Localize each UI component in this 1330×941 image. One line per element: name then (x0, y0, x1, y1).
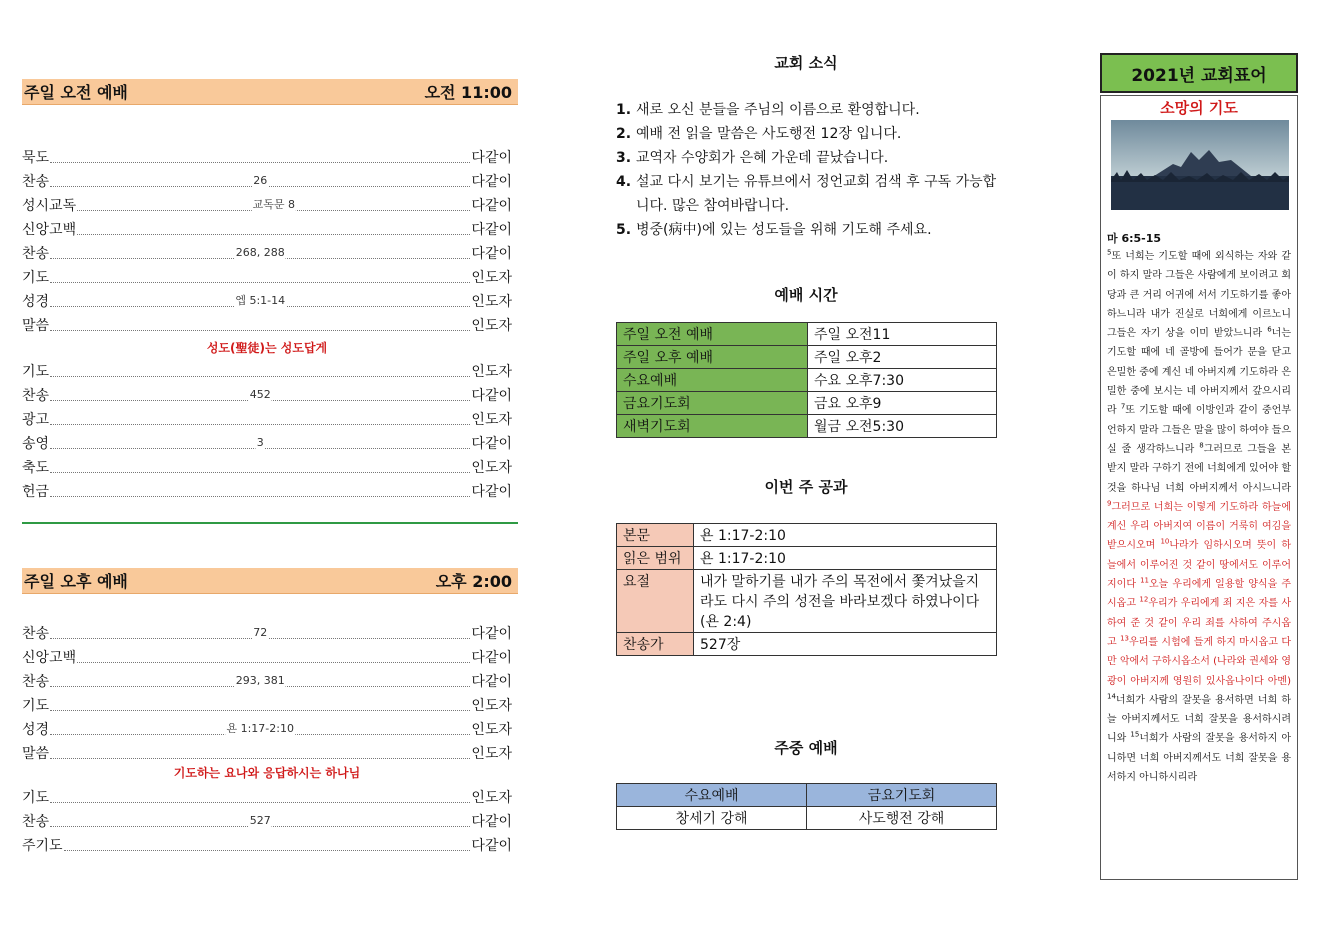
service-row (22, 670, 512, 690)
news-list (616, 98, 1006, 242)
service-row-leader-name: 인도자 (471, 294, 512, 310)
verse-text: 그러므로 너희는 이렇게 기도하라 하늘에 계신 우리 아버지여 이름이 거룩히 여김을 받으시오며 (1107, 501, 1291, 552)
service-row (22, 810, 512, 830)
service-row-leader (50, 720, 470, 735)
service-row-label: 말씀 (22, 746, 50, 762)
verse-text: 그러므로 그들을 본받지 말라 구하기 전에 너희에게 있어야 할 것을 하나님 너희 아버지께서 아시느니라 (1107, 443, 1291, 494)
service-row-leader-name: 인도자 (471, 790, 512, 806)
service-row-leader (50, 244, 470, 259)
weekday-value-friday: 사도행전 강해 (807, 807, 997, 830)
news-item-text: 교역자 수양회가 은혜 가운데 끝났습니다. (636, 150, 889, 166)
news-item-number: 5. (616, 222, 632, 238)
service-row-detail: 527 (249, 814, 271, 827)
scripture-verse (1107, 248, 1291, 340)
service-row-leader-name: 다같이 (471, 814, 512, 830)
verse-number: 5 (1107, 248, 1112, 257)
worship-times-table (616, 322, 997, 438)
service-row-leader-name: 다같이 (471, 436, 512, 452)
verse-number: 13 (1120, 634, 1130, 643)
service-row-leader-name: 다같이 (471, 484, 512, 500)
service-row-leader (50, 316, 470, 331)
verse-number: 6 (1267, 325, 1272, 334)
service-row-leader (50, 172, 470, 187)
service-row-detail: 엡 5:1-14 (235, 294, 286, 307)
service-row-label: 묵도 (22, 150, 50, 166)
service-row-label: 신앙고백 (22, 650, 77, 666)
verse-text: 우리가 우리에게 죄 지은 자를 사하여 준 것 같이 우리 죄를 사하여 주시옵고 (1107, 598, 1291, 648)
news-item (616, 98, 1006, 122)
service-row-leader (64, 836, 471, 851)
service-row-label: 찬송 (22, 626, 50, 642)
section-divider (22, 522, 518, 524)
service-row-leader (50, 458, 470, 473)
service-row (22, 786, 512, 806)
news-item (616, 218, 1006, 242)
weekday-header-wednesday: 수요예배 (617, 784, 807, 807)
service-row-detail: 268, 288 (235, 246, 285, 259)
service-row-detail: 293, 381 (235, 674, 285, 687)
lesson-row (617, 547, 997, 570)
service-row-leader-name: 인도자 (471, 412, 512, 428)
service-row (22, 360, 512, 380)
service-row (22, 242, 512, 262)
service-row-leader-name: 다같이 (471, 674, 512, 690)
service-row-leader-name: 다같이 (471, 650, 512, 666)
worship-time-cell: 수요 오후7:30 (808, 369, 997, 392)
service-row-leader-name: 다같이 (471, 838, 512, 854)
afternoon-service-header (22, 568, 518, 594)
service-row-label: 기도 (22, 270, 50, 286)
news-item-text: 설교 다시 보기는 유튜브에서 정언교회 검색 후 구독 가능합니다. 많은 참여바랍니다. (636, 174, 997, 214)
lesson-title: 이번 주 공과 (764, 478, 848, 496)
service-row-leader (50, 362, 470, 377)
service-row (22, 622, 512, 642)
worship-name-cell: 주일 오후 예배 (617, 346, 808, 369)
service-row-leader (77, 220, 470, 235)
worship-time-cell: 주일 오후2 (808, 346, 997, 369)
morning-service-time: 오전 11:00 (424, 83, 512, 102)
service-row-leader (50, 434, 470, 449)
news-item-text: 새로 오신 분들을 주님의 이름으로 환영합니다. (636, 102, 920, 118)
service-row-leader (50, 148, 470, 163)
service-row-leader-name: 다같이 (471, 388, 512, 404)
service-row (22, 408, 512, 428)
service-row-leader (50, 268, 470, 283)
weekday-header-friday: 금요기도회 (807, 784, 997, 807)
worship-name-cell: 새벽기도회 (617, 415, 808, 438)
verse-text: 우리를 시험에 들게 하지 마시옵고 다만 악에서 구하시옵소서 (나라와 권세와 영광이 아버지께 영원히 있사옵나이다 아멘) (1107, 636, 1292, 687)
service-row-label: 신앙고백 (22, 222, 77, 238)
service-row-label: 찬송 (22, 246, 50, 262)
service-row-label: 기도 (22, 698, 50, 714)
service-row-leader-name: 인도자 (471, 722, 512, 738)
service-row (22, 170, 512, 190)
service-row-label: 성경 (22, 294, 50, 310)
service-row-leader-name: 다같이 (471, 198, 512, 214)
verse-text: 너는 기도할 때에 네 골방에 들어가 문을 닫고 은밀한 중에 계신 네 아버지께 기도하라 은밀한 중에 보시는 네 아버지께서 갚으시리라 (1107, 328, 1291, 417)
lesson-row (617, 524, 997, 547)
service-row-leader-name: 다같이 (471, 174, 512, 190)
service-row (22, 384, 512, 404)
verse-number: 15 (1130, 731, 1140, 740)
scripture-reference: 마 6:5-15 (1107, 232, 1162, 245)
morning-service-header (22, 79, 518, 105)
news-item-number: 4. (616, 174, 632, 190)
service-row-leader-name: 인도자 (471, 270, 512, 286)
worship-times-row (617, 392, 997, 415)
service-row-leader-name: 인도자 (471, 364, 512, 380)
service-row-detail: 26 (253, 174, 268, 187)
lesson-key-cell: 찬송가 (617, 633, 694, 656)
service-row-label: 기도 (22, 364, 50, 380)
service-row (22, 432, 512, 452)
news-item-text: 병중(病中)에 있는 성도들을 위해 기도해 주세요. (636, 222, 932, 238)
verse-text: 또 기도할 때에 이방인과 같이 중언부언하지 말라 그들은 말을 많이 하여야 들으실 줄 생각하느니라 (1107, 405, 1291, 455)
service-row-leader (50, 410, 470, 425)
service-row-label: 찬송 (22, 174, 50, 190)
news-item-number: 1. (616, 102, 632, 118)
service-row-detail: 72 (253, 626, 268, 639)
afternoon-service-time: 오후 2:00 (435, 572, 512, 591)
news-item (616, 170, 1006, 218)
service-row (22, 290, 512, 310)
lesson-key-cell: 본문 (617, 524, 694, 547)
service-row-leader-name: 인도자 (471, 460, 512, 476)
news-item-number: 3. (616, 150, 632, 166)
lesson-value-cell: 욘 1:17-2:10 (694, 524, 997, 547)
verse-number: 7 (1120, 403, 1126, 412)
prayer-title: 소망의 기도 (1160, 99, 1238, 117)
verse-number: 14 (1107, 692, 1116, 701)
service-row-detail: 3 (256, 436, 264, 449)
lesson-row (617, 633, 997, 656)
service-row-leader (50, 386, 470, 401)
news-item (616, 122, 1006, 146)
service-row-detail: 452 (249, 388, 271, 401)
service-row-label: 송영 (22, 436, 50, 452)
verse-text: 너희가 사람의 잘못을 용서하면 너희 하늘 아버지께서도 너희 잘못을 용서하시려니와 (1107, 694, 1291, 745)
verse-text: 나라가 임하시오며 뜻이 하늘에서 이루어진 것 같이 땅에서도 이루어지이다 (1107, 540, 1292, 591)
service-row (22, 218, 512, 238)
verse-text: 또 너희는 기도할 때에 외식하는 자와 같이 하지 말라 그들은 사람에게 보이려고 회당과 큰 거리 어귀에 서서 기도하기를 좋아하느니라 내가 진실로 너희에게 이르노니 그들은 자기 상을 이미 받았느니라 (1107, 251, 1291, 340)
service-row (22, 266, 512, 286)
service-row-leader-name: 다같이 (471, 222, 512, 238)
worship-name-cell: 금요기도회 (617, 392, 808, 415)
service-row-leader (50, 788, 470, 803)
service-row-leader-name: 인도자 (471, 746, 512, 762)
verse-text: 너희가 사람의 잘못을 용서하지 아니하면 너희 아버지께서도 너희 잘못을 용서하지 아니하시리라 (1107, 733, 1291, 784)
service-row-leader-name: 다같이 (471, 626, 512, 642)
scripture-verse (1107, 325, 1291, 417)
verse-text: 오늘 우리에게 일용할 양식을 주시옵고 (1107, 579, 1291, 610)
verse-number: 12 (1139, 596, 1149, 605)
service-row-label: 성경 (22, 722, 50, 738)
scripture-verse (1107, 634, 1292, 687)
worship-time-cell: 금요 오후9 (808, 392, 997, 415)
weekday-value-wednesday: 창세기 강해 (617, 807, 807, 830)
service-row-label: 찬송 (22, 814, 50, 830)
afternoon-sermon-title: 기도하는 요나와 응답하시는 하나님 (173, 766, 361, 780)
service-row (22, 742, 512, 762)
service-row (22, 480, 512, 500)
service-row-label: 헌금 (22, 484, 50, 500)
service-row (22, 718, 512, 738)
service-row-label: 축도 (22, 460, 50, 476)
verse-number: 10 (1160, 538, 1170, 547)
service-row (22, 694, 512, 714)
service-row-label: 기도 (22, 790, 50, 806)
worship-time-cell: 월금 오전5:30 (808, 415, 997, 438)
lesson-key-cell: 요절 (617, 570, 694, 633)
motto-banner: 2021년 교회표어 (1100, 53, 1298, 93)
verse-number: 8 (1199, 441, 1204, 450)
worship-times-row (617, 346, 997, 369)
lesson-value-cell: 527장 (694, 633, 997, 656)
worship-name-cell: 주일 오전 예배 (617, 323, 808, 346)
service-row-detail: 교독문 8 (252, 198, 295, 211)
service-row-leader-name: 인도자 (471, 698, 512, 714)
verse-number: 11 (1140, 576, 1150, 585)
weekday-table (616, 783, 997, 830)
service-row (22, 146, 512, 166)
service-row-label: 말씀 (22, 318, 50, 334)
service-row-label: 광고 (22, 412, 50, 428)
lesson-row (617, 570, 997, 633)
service-row-leader (50, 812, 470, 827)
service-row-leader (50, 482, 470, 497)
service-row-label: 성시교독 (22, 198, 77, 214)
service-row (22, 646, 512, 666)
service-row-leader (50, 744, 470, 759)
service-row-leader (77, 196, 470, 211)
service-row-label: 찬송 (22, 388, 50, 404)
service-row-label: 찬송 (22, 674, 50, 690)
lesson-value-cell: 내가 말하기를 내가 주의 목전에서 쫓겨났을지라도 다시 주의 성전을 바라보겠다 하였나이다 (욘 2:4) (694, 570, 997, 633)
scripture-text (1107, 247, 1291, 787)
scripture-verse (1107, 733, 1291, 783)
service-row-leader (50, 292, 470, 307)
worship-times-row (617, 415, 997, 438)
lesson-table (616, 523, 997, 656)
news-item-number: 2. (616, 126, 632, 142)
lesson-value-cell: 욘 1:17-2:10 (694, 547, 997, 570)
service-row-leader-name: 다같이 (471, 246, 512, 262)
service-row-leader-name: 다같이 (471, 150, 512, 166)
mountain-landscape-icon (1111, 120, 1289, 210)
service-row (22, 194, 512, 214)
weekday-title: 주중 예배 (774, 739, 838, 757)
service-row-label: 주기도 (22, 838, 63, 854)
worship-name-cell: 수요예배 (617, 369, 808, 392)
service-row-leader-name: 인도자 (471, 318, 512, 334)
service-row-leader (50, 696, 470, 711)
service-row (22, 456, 512, 476)
service-row-leader (50, 624, 470, 639)
worship-times-title: 예배 시간 (774, 286, 838, 304)
worship-times-row (617, 369, 997, 392)
worship-times-row (617, 323, 997, 346)
news-item (616, 146, 1006, 170)
afternoon-service-title: 주일 오후 예배 (24, 572, 128, 591)
verse-number: 9 (1107, 499, 1112, 508)
service-row (22, 314, 512, 334)
service-row-leader (50, 672, 470, 687)
news-item-text: 예배 전 읽을 말씀은 사도행전 12장 입니다. (636, 126, 902, 142)
service-row-leader (77, 648, 470, 663)
morning-sermon-title: 성도(聖徒)는 성도답게 (206, 341, 328, 355)
service-row-detail: 욘 1:17-2:10 (226, 722, 294, 735)
lesson-key-cell: 읽은 범위 (617, 547, 694, 570)
morning-service-title: 주일 오전 예배 (24, 83, 128, 102)
worship-time-cell: 주일 오전11 (808, 323, 997, 346)
news-title: 교회 소식 (774, 54, 838, 72)
service-row (22, 834, 512, 854)
